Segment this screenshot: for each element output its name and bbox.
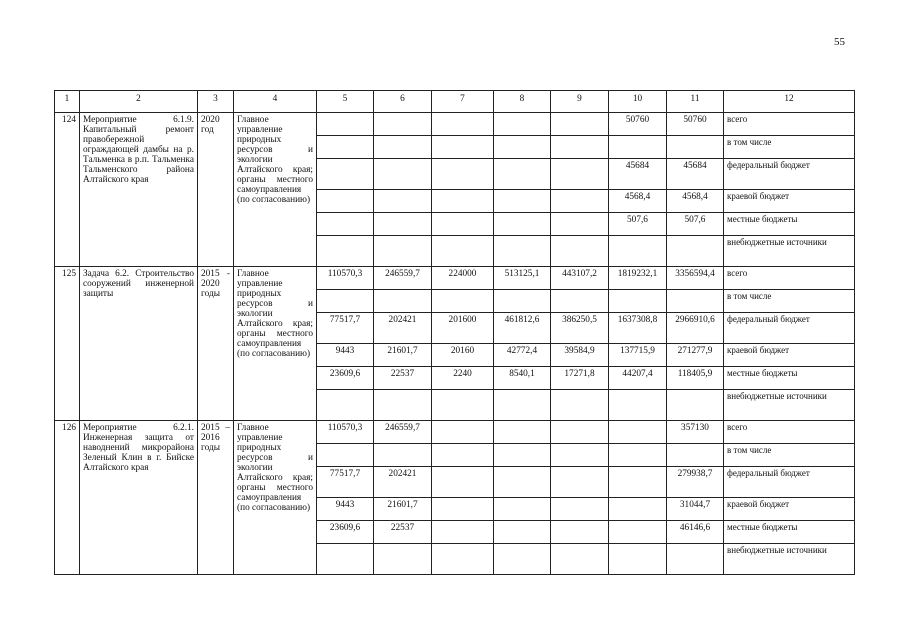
amount-cell (432, 498, 494, 521)
amount-cell: 4568,4 (609, 190, 667, 213)
executor-cell: Главное управление природных ресурсов и экологии Алтайского края; органы местного самоуправления (по согласованию) (234, 113, 317, 267)
budget-table (54, 90, 855, 575)
amount-cell (494, 136, 551, 159)
amount-cell: 507,6 (667, 213, 724, 236)
amount-cell (551, 159, 609, 190)
amount-cell (432, 421, 494, 444)
funding-source-cell: местные бюджеты (724, 521, 855, 544)
header-cell: 9 (551, 91, 609, 113)
amount-cell: 8540,1 (494, 367, 551, 390)
funding-source-cell: федеральный бюджет (724, 467, 855, 498)
amount-cell (609, 498, 667, 521)
amount-cell (551, 498, 609, 521)
executor-cell: Главное управление природных ресурсов и экологии Алтайского края; органы местного самоуправления (по согласованию) (234, 267, 317, 421)
funding-source-cell: всего (724, 267, 855, 290)
amount-cell (432, 521, 494, 544)
header-cell: 7 (432, 91, 494, 113)
amount-cell: 39584,9 (551, 344, 609, 367)
header-cell: 10 (609, 91, 667, 113)
amount-cell (609, 236, 667, 267)
funding-source-cell: в том числе (724, 444, 855, 467)
amount-cell (667, 136, 724, 159)
amount-cell: 9443 (317, 498, 374, 521)
amount-cell (494, 544, 551, 575)
amount-cell (317, 444, 374, 467)
amount-cell: 21601,7 (374, 344, 432, 367)
amount-cell (551, 113, 609, 136)
funding-source-cell: федеральный бюджет (724, 313, 855, 344)
amount-cell: 77517,7 (317, 313, 374, 344)
funding-source-cell: местные бюджеты (724, 213, 855, 236)
amount-cell (432, 213, 494, 236)
amount-cell (317, 390, 374, 421)
amount-cell (494, 444, 551, 467)
funding-source-cell: краевой бюджет (724, 190, 855, 213)
header-row (55, 91, 855, 113)
amount-cell (432, 467, 494, 498)
amount-cell (432, 236, 494, 267)
amount-cell (494, 521, 551, 544)
amount-cell (317, 190, 374, 213)
amount-cell (494, 467, 551, 498)
header-cell: 11 (667, 91, 724, 113)
amount-cell (374, 290, 432, 313)
amount-cell: 1637308,8 (609, 313, 667, 344)
amount-cell: 17271,8 (551, 367, 609, 390)
amount-cell: 44207,4 (609, 367, 667, 390)
row-number-cell: 126 (55, 421, 80, 575)
amount-cell (317, 136, 374, 159)
amount-cell: 21601,7 (374, 498, 432, 521)
amount-cell: 9443 (317, 344, 374, 367)
amount-cell (432, 544, 494, 575)
amount-cell (317, 236, 374, 267)
row-number-cell: 124 (55, 113, 80, 267)
header-cell: 6 (374, 91, 432, 113)
period-cell: 2020 год (198, 113, 234, 267)
amount-cell (551, 544, 609, 575)
amount-cell (551, 421, 609, 444)
period-cell: 2015 – 2016 годы (198, 421, 234, 575)
amount-cell (551, 467, 609, 498)
amount-cell (551, 213, 609, 236)
amount-cell (374, 236, 432, 267)
funding-source-cell: в том числе (724, 136, 855, 159)
amount-cell (609, 521, 667, 544)
amount-cell (551, 521, 609, 544)
amount-cell (432, 190, 494, 213)
table-body (55, 113, 855, 575)
amount-cell (667, 390, 724, 421)
amount-cell (374, 544, 432, 575)
table-row (55, 113, 855, 136)
amount-cell (317, 290, 374, 313)
amount-cell (667, 236, 724, 267)
amount-cell: 271277,9 (667, 344, 724, 367)
amount-cell: 20160 (432, 344, 494, 367)
funding-source-cell: краевой бюджет (724, 498, 855, 521)
amount-cell (551, 136, 609, 159)
amount-cell (374, 113, 432, 136)
header-cell: 5 (317, 91, 374, 113)
amount-cell: 1819232,1 (609, 267, 667, 290)
amount-cell (494, 421, 551, 444)
amount-cell (374, 159, 432, 190)
amount-cell (551, 236, 609, 267)
amount-cell (432, 290, 494, 313)
amount-cell (494, 190, 551, 213)
amount-cell: 2240 (432, 367, 494, 390)
amount-cell: 202421 (374, 467, 432, 498)
measure-name-cell: Мероприятие 6.1.9. Капитальный ремонт правобережной ограждающей дамбы на р. Тальменка в р.п. Тальменка Тальменского района Алтайского края (80, 113, 198, 267)
amount-cell: 513125,1 (494, 267, 551, 290)
amount-cell: 22537 (374, 521, 432, 544)
amount-cell (317, 159, 374, 190)
amount-cell (317, 213, 374, 236)
funding-source-cell: всего (724, 421, 855, 444)
amount-cell (551, 290, 609, 313)
amount-cell: 46146,6 (667, 521, 724, 544)
amount-cell (494, 290, 551, 313)
amount-cell (609, 390, 667, 421)
amount-cell (432, 390, 494, 421)
measure-name-cell: Мероприятие 6.2.1. Инженерная защита от наводнений микрорайона Зеленый Клин в г. Бийске Алтайского края (80, 421, 198, 575)
amount-cell (494, 213, 551, 236)
amount-cell (432, 159, 494, 190)
amount-cell (317, 113, 374, 136)
funding-source-cell: местные бюджеты (724, 367, 855, 390)
amount-cell: 45684 (609, 159, 667, 190)
amount-cell (374, 444, 432, 467)
header-cell: 12 (724, 91, 855, 113)
amount-cell (551, 190, 609, 213)
amount-cell (609, 467, 667, 498)
funding-source-cell: внебюджетные источники (724, 544, 855, 575)
amount-cell (551, 444, 609, 467)
amount-cell (374, 213, 432, 236)
amount-cell (317, 544, 374, 575)
funding-source-cell: в том числе (724, 290, 855, 313)
amount-cell: 42772,4 (494, 344, 551, 367)
amount-cell (609, 290, 667, 313)
amount-cell (667, 444, 724, 467)
amount-cell: 279938,7 (667, 467, 724, 498)
amount-cell (374, 136, 432, 159)
amount-cell (609, 544, 667, 575)
funding-source-cell: краевой бюджет (724, 344, 855, 367)
table-row (55, 267, 855, 290)
amount-cell: 443107,2 (551, 267, 609, 290)
amount-cell: 77517,7 (317, 467, 374, 498)
amount-cell (551, 390, 609, 421)
amount-cell (432, 136, 494, 159)
amount-cell: 22537 (374, 367, 432, 390)
amount-cell: 201600 (432, 313, 494, 344)
amount-cell (432, 444, 494, 467)
row-number-cell: 125 (55, 267, 80, 421)
header-cell: 2 (80, 91, 198, 113)
amount-cell (494, 498, 551, 521)
amount-cell: 110570,3 (317, 421, 374, 444)
amount-cell: 386250,5 (551, 313, 609, 344)
amount-cell: 45684 (667, 159, 724, 190)
page-number: 55 (834, 36, 845, 48)
amount-cell: 23609,6 (317, 367, 374, 390)
amount-cell (609, 444, 667, 467)
amount-cell (494, 390, 551, 421)
amount-cell (667, 544, 724, 575)
amount-cell: 50760 (667, 113, 724, 136)
amount-cell (374, 390, 432, 421)
funding-source-cell: внебюджетные источники (724, 236, 855, 267)
table-row (55, 421, 855, 444)
amount-cell (609, 136, 667, 159)
period-cell: 2015 - 2020 годы (198, 267, 234, 421)
amount-cell: 3356594,4 (667, 267, 724, 290)
amount-cell: 23609,6 (317, 521, 374, 544)
amount-cell: 246559,7 (374, 421, 432, 444)
amount-cell: 31044,7 (667, 498, 724, 521)
measure-name-cell: Задача 6.2. Строительство сооружений инженерной защиты (80, 267, 198, 421)
amount-cell: 118405,9 (667, 367, 724, 390)
amount-cell: 224000 (432, 267, 494, 290)
amount-cell: 137715,9 (609, 344, 667, 367)
amount-cell: 246559,7 (374, 267, 432, 290)
funding-source-cell: внебюджетные источники (724, 390, 855, 421)
amount-cell: 507,6 (609, 213, 667, 236)
amount-cell (494, 113, 551, 136)
amount-cell (609, 421, 667, 444)
amount-cell: 2966910,6 (667, 313, 724, 344)
amount-cell (667, 290, 724, 313)
amount-cell: 202421 (374, 313, 432, 344)
amount-cell: 461812,6 (494, 313, 551, 344)
amount-cell (432, 113, 494, 136)
header-cell: 1 (55, 91, 80, 113)
amount-cell (494, 159, 551, 190)
header-cell: 4 (234, 91, 317, 113)
header-cell: 3 (198, 91, 234, 113)
amount-cell: 357130 (667, 421, 724, 444)
amount-cell (374, 190, 432, 213)
amount-cell: 110570,3 (317, 267, 374, 290)
funding-source-cell: всего (724, 113, 855, 136)
funding-source-cell: федеральный бюджет (724, 159, 855, 190)
amount-cell: 50760 (609, 113, 667, 136)
executor-cell: Главное управление природных ресурсов и экологии Алтайского края; органы местного самоуправления (по согласованию) (234, 421, 317, 575)
header-cell: 8 (494, 91, 551, 113)
amount-cell (494, 236, 551, 267)
amount-cell: 4568,4 (667, 190, 724, 213)
